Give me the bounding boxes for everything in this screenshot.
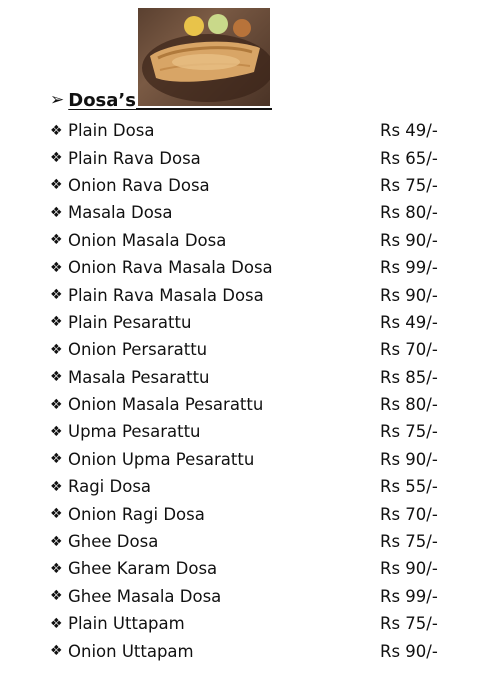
diamond-bullet-icon: ❖ [50, 396, 63, 413]
item-name: Plain Uttapam [68, 614, 185, 634]
dosa-photo [138, 8, 270, 106]
item-name: Ragi Dosa [68, 477, 152, 497]
diamond-bullet-icon: ❖ [50, 232, 63, 249]
diamond-bullet-icon: ❖ [50, 615, 63, 632]
diamond-bullet-icon: ❖ [50, 423, 63, 440]
list-item [50, 172, 450, 199]
diamond-bullet-icon: ❖ [50, 341, 63, 358]
list-item [50, 610, 450, 637]
diamond-bullet-icon: ❖ [50, 588, 63, 605]
menu-list [50, 117, 450, 665]
list-item [50, 418, 450, 445]
item-price: Rs 99/- [380, 258, 438, 278]
item-name: Onion Ragi Dosa [68, 504, 205, 524]
list-item [50, 473, 450, 500]
item-price: Rs 99/- [380, 586, 438, 606]
item-name: Plain Rava Dosa [68, 148, 201, 168]
item-price: Rs 80/- [380, 395, 438, 415]
item-name: Upma Pesarattu [68, 422, 201, 442]
item-name: Onion Masala Dosa [68, 230, 227, 250]
item-price: Rs 90/- [380, 285, 438, 305]
list-item [50, 336, 450, 363]
diamond-bullet-icon: ❖ [50, 533, 63, 550]
item-price: Rs 75/- [380, 532, 438, 552]
list-item [50, 309, 450, 336]
section-title: Dosa’s [68, 89, 136, 111]
list-item [50, 446, 450, 473]
item-price: Rs 85/- [380, 367, 438, 387]
list-item [50, 528, 450, 555]
item-price: Rs 49/- [380, 312, 438, 332]
item-price: Rs 90/- [380, 559, 438, 579]
diamond-bullet-icon: ❖ [50, 287, 63, 304]
item-name: Masala Dosa [68, 203, 173, 223]
diamond-bullet-icon: ❖ [50, 259, 63, 276]
item-price: Rs 80/- [380, 203, 438, 223]
item-name: Plain Rava Masala Dosa [68, 285, 264, 305]
item-price: Rs 75/- [380, 422, 438, 442]
list-item [50, 227, 450, 254]
item-name: Masala Pesarattu [68, 367, 210, 387]
item-name: Onion Uttapam [68, 641, 194, 661]
section-heading [50, 88, 136, 112]
list-item [50, 199, 450, 226]
heading-underline [136, 108, 272, 110]
item-name: Ghee Karam Dosa [68, 559, 218, 579]
list-item [50, 583, 450, 610]
arrow-icon: ➢ [50, 90, 65, 110]
list-item [50, 364, 450, 391]
diamond-bullet-icon: ❖ [50, 560, 63, 577]
list-item [50, 637, 450, 664]
diamond-bullet-icon: ❖ [50, 314, 63, 331]
diamond-bullet-icon: ❖ [50, 451, 63, 468]
diamond-bullet-icon: ❖ [50, 122, 63, 139]
list-item [50, 254, 450, 281]
diamond-bullet-icon: ❖ [50, 643, 63, 660]
list-item [50, 391, 450, 418]
item-name: Onion Masala Pesarattu [68, 395, 264, 415]
item-name: Plain Pesarattu [68, 312, 192, 332]
item-name: Onion Upma Pesarattu [68, 449, 255, 469]
item-name: Onion Rava Dosa [68, 175, 210, 195]
item-name: Ghee Dosa [68, 532, 159, 552]
item-price: Rs 70/- [380, 504, 438, 524]
item-price: Rs 90/- [380, 230, 438, 250]
list-item [50, 500, 450, 527]
diamond-bullet-icon: ❖ [50, 478, 63, 495]
list-item [50, 144, 450, 171]
item-price: Rs 70/- [380, 340, 438, 360]
diamond-bullet-icon: ❖ [50, 506, 63, 523]
item-price: Rs 90/- [380, 641, 438, 661]
item-price: Rs 55/- [380, 477, 438, 497]
item-name: Ghee Masala Dosa [68, 586, 222, 606]
item-name: Onion Persarattu [68, 340, 208, 360]
item-price: Rs 75/- [380, 614, 438, 634]
list-item [50, 281, 450, 308]
diamond-bullet-icon: ❖ [50, 204, 63, 221]
list-item [50, 555, 450, 582]
item-price: Rs 75/- [380, 175, 438, 195]
item-price: Rs 49/- [380, 121, 438, 141]
item-name: Plain Dosa [68, 121, 155, 141]
diamond-bullet-icon: ❖ [50, 177, 63, 194]
item-price: Rs 65/- [380, 148, 438, 168]
diamond-bullet-icon: ❖ [50, 150, 63, 167]
item-name: Onion Rava Masala Dosa [68, 258, 273, 278]
diamond-bullet-icon: ❖ [50, 369, 63, 386]
item-price: Rs 90/- [380, 449, 438, 469]
list-item [50, 117, 450, 144]
